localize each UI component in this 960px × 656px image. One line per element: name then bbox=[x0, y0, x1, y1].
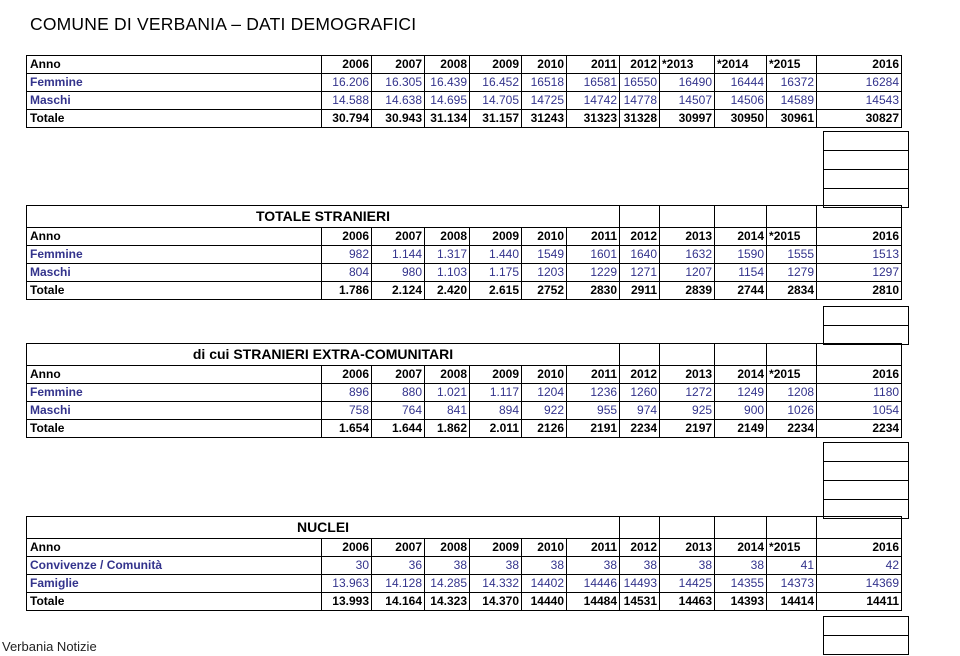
empty-column-stub bbox=[823, 442, 909, 519]
row-label: Maschi bbox=[27, 402, 322, 420]
year-header: *2015 bbox=[767, 56, 817, 74]
year-header: 2007 bbox=[372, 366, 425, 384]
year-header: 2007 bbox=[372, 539, 425, 557]
value-cell: 1180 bbox=[817, 384, 902, 402]
empty-column-stub bbox=[823, 306, 909, 345]
value-cell: 1601 bbox=[567, 246, 620, 264]
value-cell: 14531 bbox=[620, 593, 660, 611]
value-cell: 16490 bbox=[660, 74, 715, 92]
value-cell: 1279 bbox=[767, 264, 817, 282]
value-cell: 1207 bbox=[660, 264, 715, 282]
value-cell: 14393 bbox=[715, 593, 767, 611]
value-cell: 1.175 bbox=[470, 264, 522, 282]
data-table-2 bbox=[26, 205, 902, 300]
value-cell: 1.440 bbox=[470, 246, 522, 264]
empty-cell bbox=[660, 206, 715, 228]
empty-cell bbox=[660, 517, 715, 539]
value-cell: 2839 bbox=[660, 282, 715, 300]
empty-cell bbox=[715, 206, 767, 228]
year-header: 2011 bbox=[567, 56, 620, 74]
value-cell: 1549 bbox=[522, 246, 567, 264]
year-header: 2006 bbox=[322, 539, 372, 557]
year-header: *2015 bbox=[767, 539, 817, 557]
row-label: Femmine bbox=[27, 246, 322, 264]
value-cell: 14742 bbox=[567, 92, 620, 110]
year-header: 2009 bbox=[470, 539, 522, 557]
value-cell: 38 bbox=[425, 557, 470, 575]
value-cell: 38 bbox=[522, 557, 567, 575]
footer-credit: Verbania Notizie bbox=[2, 639, 97, 654]
value-cell: 804 bbox=[322, 264, 372, 282]
value-cell: 980 bbox=[372, 264, 425, 282]
value-cell: 14778 bbox=[620, 92, 660, 110]
empty-cell bbox=[660, 344, 715, 366]
table-row bbox=[27, 593, 902, 611]
value-cell: 16518 bbox=[522, 74, 567, 92]
year-header: 2011 bbox=[567, 539, 620, 557]
row-label: Totale bbox=[27, 282, 322, 300]
empty-cell bbox=[824, 616, 908, 635]
value-cell: 14.638 bbox=[372, 92, 425, 110]
value-cell: 14484 bbox=[567, 593, 620, 611]
value-cell: 14.588 bbox=[322, 92, 372, 110]
value-cell: 30 bbox=[322, 557, 372, 575]
row-label: Totale bbox=[27, 110, 322, 128]
value-cell: 841 bbox=[425, 402, 470, 420]
value-cell: 31.134 bbox=[425, 110, 470, 128]
value-cell: 14411 bbox=[817, 593, 902, 611]
year-header-label: Anno bbox=[27, 539, 322, 557]
value-cell: 2.615 bbox=[470, 282, 522, 300]
row-label: Totale bbox=[27, 593, 322, 611]
value-cell: 1229 bbox=[567, 264, 620, 282]
value-cell: 14589 bbox=[767, 92, 817, 110]
empty-cell bbox=[824, 499, 908, 518]
empty-cell bbox=[767, 206, 817, 228]
value-cell: 14493 bbox=[620, 575, 660, 593]
empty-cell bbox=[824, 461, 908, 480]
year-header: 2008 bbox=[425, 228, 470, 246]
table-row bbox=[27, 557, 902, 575]
value-cell: 14.332 bbox=[470, 575, 522, 593]
year-header: 2014 bbox=[715, 366, 767, 384]
year-header: 2012 bbox=[620, 366, 660, 384]
value-cell: 2834 bbox=[767, 282, 817, 300]
row-label: Famiglie bbox=[27, 575, 322, 593]
year-header: 2011 bbox=[567, 366, 620, 384]
value-cell: 1203 bbox=[522, 264, 567, 282]
value-cell: 982 bbox=[322, 246, 372, 264]
year-header: 2008 bbox=[425, 539, 470, 557]
empty-cell bbox=[620, 344, 660, 366]
value-cell: 2752 bbox=[522, 282, 567, 300]
value-cell: 1.862 bbox=[425, 420, 470, 438]
value-cell: 1154 bbox=[715, 264, 767, 282]
table-row bbox=[27, 575, 902, 593]
row-label: Totale bbox=[27, 420, 322, 438]
value-cell: 30.943 bbox=[372, 110, 425, 128]
value-cell: 2234 bbox=[767, 420, 817, 438]
value-cell: 1590 bbox=[715, 246, 767, 264]
value-cell: 1.117 bbox=[470, 384, 522, 402]
value-cell: 900 bbox=[715, 402, 767, 420]
page-title: COMUNE DI VERBANIA – DATI DEMOGRAFICI bbox=[30, 14, 417, 34]
empty-cell bbox=[620, 517, 660, 539]
value-cell: 1.144 bbox=[372, 246, 425, 264]
value-cell: 1297 bbox=[817, 264, 902, 282]
value-cell: 14463 bbox=[660, 593, 715, 611]
empty-cell bbox=[824, 306, 908, 325]
year-header: *2014 bbox=[715, 56, 767, 74]
row-label: Maschi bbox=[27, 92, 322, 110]
value-cell: 1.644 bbox=[372, 420, 425, 438]
year-header: 2016 bbox=[817, 366, 902, 384]
value-cell: 14414 bbox=[767, 593, 817, 611]
table-title: NUCLEI bbox=[27, 517, 620, 539]
value-cell: 1632 bbox=[660, 246, 715, 264]
year-header: 2010 bbox=[522, 539, 567, 557]
value-cell: 1249 bbox=[715, 384, 767, 402]
value-cell: 1236 bbox=[567, 384, 620, 402]
empty-cell bbox=[715, 517, 767, 539]
value-cell: 14355 bbox=[715, 575, 767, 593]
empty-cell bbox=[824, 325, 908, 344]
year-header: 2008 bbox=[425, 366, 470, 384]
year-header: 2007 bbox=[372, 228, 425, 246]
value-cell: 38 bbox=[567, 557, 620, 575]
value-cell: 14373 bbox=[767, 575, 817, 593]
value-cell: 922 bbox=[522, 402, 567, 420]
value-cell: 30997 bbox=[660, 110, 715, 128]
value-cell: 1260 bbox=[620, 384, 660, 402]
value-cell: 13.993 bbox=[322, 593, 372, 611]
empty-cell bbox=[817, 344, 902, 366]
value-cell: 16550 bbox=[620, 74, 660, 92]
empty-cell bbox=[824, 150, 908, 169]
value-cell: 2.420 bbox=[425, 282, 470, 300]
table-row bbox=[27, 282, 902, 300]
value-cell: 14369 bbox=[817, 575, 902, 593]
year-header: 2010 bbox=[522, 56, 567, 74]
value-cell: 894 bbox=[470, 402, 522, 420]
year-header: 2007 bbox=[372, 56, 425, 74]
value-cell: 1.103 bbox=[425, 264, 470, 282]
data-table-3 bbox=[26, 343, 902, 438]
row-label: Convivenze / Comunità bbox=[27, 557, 322, 575]
value-cell: 880 bbox=[372, 384, 425, 402]
value-cell: 16372 bbox=[767, 74, 817, 92]
value-cell: 14506 bbox=[715, 92, 767, 110]
value-cell: 41 bbox=[767, 557, 817, 575]
year-header: *2013 bbox=[660, 56, 715, 74]
year-header: 2016 bbox=[817, 56, 902, 74]
value-cell: 2149 bbox=[715, 420, 767, 438]
value-cell: 1204 bbox=[522, 384, 567, 402]
empty-cell bbox=[817, 517, 902, 539]
value-cell: 1513 bbox=[817, 246, 902, 264]
value-cell: 2744 bbox=[715, 282, 767, 300]
value-cell: 14.323 bbox=[425, 593, 470, 611]
value-cell: 1555 bbox=[767, 246, 817, 264]
value-cell: 14725 bbox=[522, 92, 567, 110]
year-header-label: Anno bbox=[27, 366, 322, 384]
empty-column-stub bbox=[823, 131, 909, 208]
value-cell: 14.285 bbox=[425, 575, 470, 593]
year-header: 2013 bbox=[660, 228, 715, 246]
value-cell: 16.452 bbox=[470, 74, 522, 92]
year-header: 2006 bbox=[322, 366, 372, 384]
value-cell: 36 bbox=[372, 557, 425, 575]
value-cell: 1026 bbox=[767, 402, 817, 420]
value-cell: 14402 bbox=[522, 575, 567, 593]
year-header: 2009 bbox=[470, 366, 522, 384]
value-cell: 925 bbox=[660, 402, 715, 420]
value-cell: 1.317 bbox=[425, 246, 470, 264]
year-header: 2010 bbox=[522, 366, 567, 384]
value-cell: 13.963 bbox=[322, 575, 372, 593]
year-header: 2006 bbox=[322, 228, 372, 246]
empty-cell bbox=[824, 169, 908, 188]
value-cell: 38 bbox=[660, 557, 715, 575]
value-cell: 14425 bbox=[660, 575, 715, 593]
value-cell: 758 bbox=[322, 402, 372, 420]
year-header-label: Anno bbox=[27, 228, 322, 246]
value-cell: 2234 bbox=[620, 420, 660, 438]
value-cell: 16.439 bbox=[425, 74, 470, 92]
value-cell: 31328 bbox=[620, 110, 660, 128]
value-cell: 2911 bbox=[620, 282, 660, 300]
value-cell: 1208 bbox=[767, 384, 817, 402]
value-cell: 14.705 bbox=[470, 92, 522, 110]
value-cell: 30950 bbox=[715, 110, 767, 128]
value-cell: 38 bbox=[715, 557, 767, 575]
year-header: 2008 bbox=[425, 56, 470, 74]
value-cell: 16284 bbox=[817, 74, 902, 92]
year-header: 2006 bbox=[322, 56, 372, 74]
data-table-1 bbox=[26, 55, 902, 128]
value-cell: 1054 bbox=[817, 402, 902, 420]
value-cell: 1272 bbox=[660, 384, 715, 402]
year-header: 2013 bbox=[660, 366, 715, 384]
value-cell: 974 bbox=[620, 402, 660, 420]
value-cell: 1.786 bbox=[322, 282, 372, 300]
value-cell: 2810 bbox=[817, 282, 902, 300]
value-cell: 14507 bbox=[660, 92, 715, 110]
value-cell: 14.128 bbox=[372, 575, 425, 593]
empty-cell bbox=[824, 442, 908, 461]
value-cell: 14.695 bbox=[425, 92, 470, 110]
value-cell: 16.206 bbox=[322, 74, 372, 92]
year-header: 2014 bbox=[715, 539, 767, 557]
value-cell: 2234 bbox=[817, 420, 902, 438]
year-header: 2009 bbox=[470, 56, 522, 74]
value-cell: 2.011 bbox=[470, 420, 522, 438]
value-cell: 1271 bbox=[620, 264, 660, 282]
empty-cell bbox=[824, 635, 908, 654]
year-header: 2012 bbox=[620, 539, 660, 557]
empty-cell bbox=[715, 344, 767, 366]
year-header: 2013 bbox=[660, 539, 715, 557]
empty-column-stub bbox=[823, 616, 909, 655]
value-cell: 764 bbox=[372, 402, 425, 420]
value-cell: 31243 bbox=[522, 110, 567, 128]
value-cell: 14.370 bbox=[470, 593, 522, 611]
table-row bbox=[27, 420, 902, 438]
value-cell: 1.021 bbox=[425, 384, 470, 402]
value-cell: 896 bbox=[322, 384, 372, 402]
table-row bbox=[27, 74, 902, 92]
year-header: 2016 bbox=[817, 228, 902, 246]
empty-cell bbox=[824, 480, 908, 499]
table-row bbox=[27, 246, 902, 264]
value-cell: 31.157 bbox=[470, 110, 522, 128]
value-cell: 30.794 bbox=[322, 110, 372, 128]
value-cell: 2830 bbox=[567, 282, 620, 300]
year-header: 2014 bbox=[715, 228, 767, 246]
year-header: 2012 bbox=[620, 228, 660, 246]
row-label: Femmine bbox=[27, 74, 322, 92]
row-label: Maschi bbox=[27, 264, 322, 282]
value-cell: 14543 bbox=[817, 92, 902, 110]
year-header: 2010 bbox=[522, 228, 567, 246]
year-header: 2009 bbox=[470, 228, 522, 246]
value-cell: 31323 bbox=[567, 110, 620, 128]
table-row bbox=[27, 92, 902, 110]
empty-cell bbox=[620, 206, 660, 228]
value-cell: 14446 bbox=[567, 575, 620, 593]
table-row bbox=[27, 384, 902, 402]
empty-cell bbox=[767, 517, 817, 539]
value-cell: 42 bbox=[817, 557, 902, 575]
value-cell: 14.164 bbox=[372, 593, 425, 611]
table-row bbox=[27, 264, 902, 282]
value-cell: 30827 bbox=[817, 110, 902, 128]
year-header: 2012 bbox=[620, 56, 660, 74]
table-row bbox=[27, 402, 902, 420]
value-cell: 2126 bbox=[522, 420, 567, 438]
year-header: 2011 bbox=[567, 228, 620, 246]
value-cell: 2197 bbox=[660, 420, 715, 438]
year-header: 2016 bbox=[817, 539, 902, 557]
year-header-label: Anno bbox=[27, 56, 322, 74]
value-cell: 16.305 bbox=[372, 74, 425, 92]
value-cell: 955 bbox=[567, 402, 620, 420]
value-cell: 2191 bbox=[567, 420, 620, 438]
value-cell: 30961 bbox=[767, 110, 817, 128]
value-cell: 1640 bbox=[620, 246, 660, 264]
value-cell: 14440 bbox=[522, 593, 567, 611]
value-cell: 16444 bbox=[715, 74, 767, 92]
empty-cell bbox=[824, 188, 908, 207]
value-cell: 1.654 bbox=[322, 420, 372, 438]
table-title: TOTALE STRANIERI bbox=[27, 206, 620, 228]
table-title: di cui STRANIERI EXTRA-COMUNITARI bbox=[27, 344, 620, 366]
year-header: *2015 bbox=[767, 228, 817, 246]
data-table-4 bbox=[26, 516, 902, 611]
value-cell: 2.124 bbox=[372, 282, 425, 300]
year-header: *2015 bbox=[767, 366, 817, 384]
row-label: Femmine bbox=[27, 384, 322, 402]
empty-cell bbox=[817, 206, 902, 228]
table-row bbox=[27, 110, 902, 128]
value-cell: 38 bbox=[620, 557, 660, 575]
value-cell: 16581 bbox=[567, 74, 620, 92]
empty-cell bbox=[824, 131, 908, 150]
value-cell: 38 bbox=[470, 557, 522, 575]
empty-cell bbox=[767, 344, 817, 366]
